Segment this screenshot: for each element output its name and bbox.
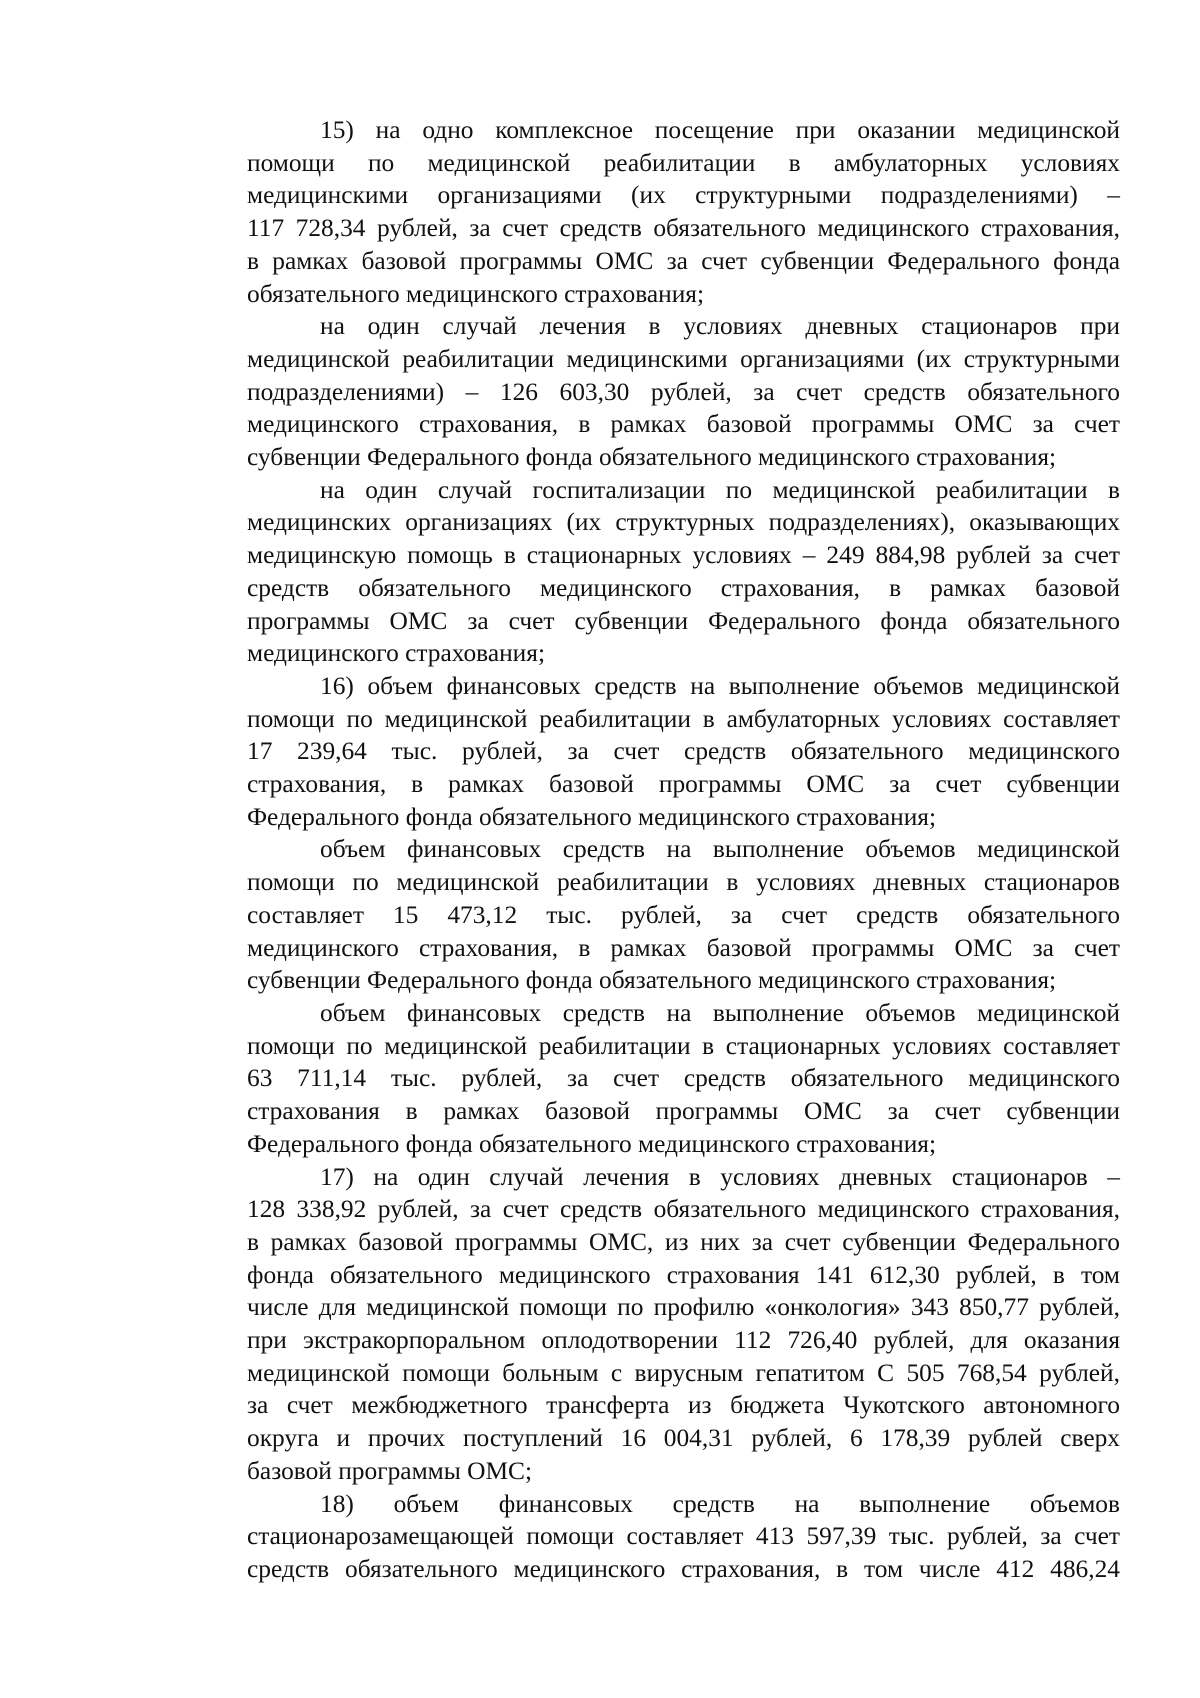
text-line: 17 239,64 тыс. рублей, за счет средств обязательного медицинского [247,737,1120,766]
text-line: Федерального фонда обязательного медицинского страхования; [247,802,937,831]
paragraph-15-ambulatory-visit [174,114,1120,310]
text-line: медицинской реабилитации медицинскими организациями (их структурными [247,344,1120,373]
text-line: помощи по медицинской реабилитации в условиях дневных стационаров [247,868,1120,897]
text-line: 17) на один случай лечения в условиях дневных стационаров – [320,1162,1120,1191]
text-line: Федерального фонда обязательного медицинского страхования; [247,1129,937,1158]
text-line: объем финансовых средств на выполнение объемов медицинской [320,998,1120,1027]
text-line: 63 711,14 тыс. рублей, за счет средств обязательного медицинского [247,1064,1120,1093]
paragraph-hospitalization-rehab [174,474,1120,670]
text-line: фонда обязательного медицинского страхования 141 612,30 рублей, в том [247,1260,1120,1289]
text-line: медицинского страхования, в рамках базовой программы ОМС за счет [247,410,1120,439]
paragraph-day-hospital-funding [174,833,1120,997]
text-line: программы ОМС за счет субвенции Федерального фонда обязательного [247,606,1120,635]
text-line: страхования, в рамках базовой программы ОМС за счет субвенции [247,770,1120,799]
paragraph-16-ambulatory-funding [174,670,1120,834]
text-line: средств обязательного медицинского страхования, в рамках базовой [247,573,1120,602]
text-line: 16) объем финансовых средств на выполнение объемов медицинской [320,671,1120,700]
text-line: помощи по медицинской реабилитации в стационарных условиях составляет [247,1031,1120,1060]
text-line: медицинскими организациями (их структурными подразделениями) – [247,181,1120,210]
text-line: медицинских организациях (их структурных подразделениях), оказывающих [247,508,1120,537]
text-line: 117 728,34 рублей, за счет средств обязательного медицинского страхования, [247,214,1120,243]
text-line: на один случай лечения в условиях дневных стационаров при [320,312,1120,341]
text-line: помощи по медицинской реабилитации в амбулаторных условиях составляет [247,704,1120,733]
paragraph-inpatient-funding [174,997,1120,1161]
paragraph-18-inpatient-substitute-funding [174,1488,1120,1586]
text-line: в рамках базовой программы ОМС за счет субвенции Федерального фонда [247,246,1120,275]
paragraph-17-day-hospital-case [174,1161,1120,1488]
text-line: объем финансовых средств на выполнение объемов медицинской [320,835,1120,864]
text-line: составляет 15 473,12 тыс. рублей, за счет средств обязательного [247,900,1120,929]
paragraph-day-hospital-rehab [174,310,1120,474]
text-line: на один случай госпитализации по медицинской реабилитации в [320,475,1120,504]
text-line: субвенции Федерального фонда обязательного медицинского страхования; [247,966,1057,995]
text-line: за счет межбюджетного трансферта из бюджета Чукотского автономного [247,1391,1120,1420]
text-line: медицинского страхования; [247,639,546,668]
text-line: средств обязательного медицинского страхования, в том числе 412 486,24 [247,1554,1120,1583]
text-line: стационарозамещающей помощи составляет 413 597,39 тыс. рублей, за счет [247,1522,1120,1551]
text-line: субвенции Федерального фонда обязательного медицинского страхования; [247,443,1057,472]
text-line: обязательного медицинского страхования; [247,279,705,308]
text-line: в рамках базовой программы ОМС, из них за счет субвенции Федерального [247,1227,1120,1256]
text-line: медицинского страхования, в рамках базовой программы ОМС за счет [247,933,1120,962]
text-line: медицинскую помощь в стационарных условиях – 249 884,98 рублей за счет [247,541,1120,570]
text-line: медицинской помощи больным с вирусным гепатитом С 505 768,54 рублей, [247,1358,1120,1387]
text-line: 128 338,92 рублей, за счет средств обязательного медицинского страхования, [247,1195,1120,1224]
text-line: страхования в рамках базовой программы ОМС за счет субвенции [247,1097,1120,1126]
text-line: 18) объем финансовых средств на выполнение объемов [320,1489,1120,1518]
document-body [174,114,1120,1586]
text-line: подразделениями) – 126 603,30 рублей, за счет средств обязательного [247,377,1120,406]
text-line: помощи по медицинской реабилитации в амбулаторных условиях [247,148,1120,177]
text-line: 15) на одно комплексное посещение при оказании медицинской [320,116,1120,144]
text-line: базовой программы ОМС; [247,1456,533,1485]
text-line: числе для медицинской помощи по профилю «онкология» 343 850,77 рублей, [247,1293,1120,1322]
text-line: округа и прочих поступлений 16 004,31 рублей, 6 178,39 рублей сверх [247,1424,1120,1453]
text-line: при экстракорпоральном оплодотворении 112 726,40 рублей, для оказания [247,1326,1120,1355]
